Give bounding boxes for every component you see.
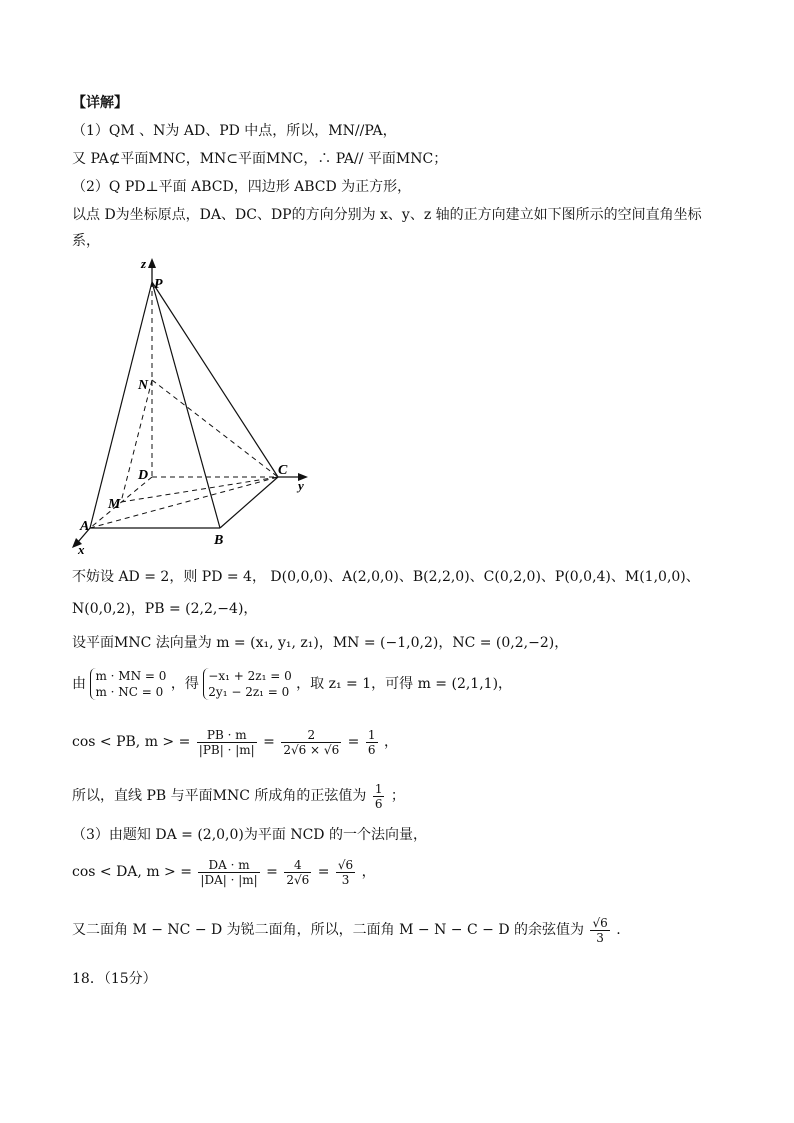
frac-numerator: 1 xyxy=(367,727,376,742)
line-coordinate-setup: 以点 D为坐标原点，DA、DC、DP的方向分别为 x、y、z 轴的正方向建立如下图所示的空间直角坐标 xyxy=(72,207,702,223)
frac-numerator: DA · m xyxy=(198,858,259,873)
line-normal-vector-setup: 设平面MNC 法向量为 m = (x₁, y₁, z₁)，MN = (−1,0,2)，NC = (0,2,−2)， xyxy=(72,635,569,651)
system-eq3: −x₁ + 2z₁ = 0 xyxy=(208,669,292,683)
frac-denominator: 2√6 × √6 xyxy=(283,742,340,757)
label-M: M xyxy=(108,497,121,512)
label-C: C xyxy=(278,463,288,478)
frac-numerator: 2 xyxy=(281,728,341,743)
line-part3-normal: （3）由题知 DA = (2,0,0)为平面 NCD 的一个法向量， xyxy=(72,827,427,843)
label-N: N xyxy=(138,378,149,393)
frac-result xyxy=(336,858,355,887)
system-eq4: 2y₁ − 2z₁ = 0 xyxy=(208,685,290,699)
frac-numerator: PB · m xyxy=(197,728,257,743)
sine-text: 所以，直线 PB 与平面MNC 所成角的正弦值为 xyxy=(72,788,367,804)
solve-mid: ，得 xyxy=(170,676,199,692)
frac-dot-over-norms xyxy=(197,728,257,757)
label-A: A xyxy=(80,519,90,534)
line-end: . xyxy=(616,922,621,938)
section-header: 【详解】 xyxy=(72,95,128,111)
frac-sine-value xyxy=(373,782,385,811)
line-part2-premise: （2）Q PD⊥平面 ABCD，四边形 ABCD 为正方形， xyxy=(72,179,412,195)
cos-DA-label: cos < DA, m > = xyxy=(72,864,192,880)
solve-prefix: 由 xyxy=(72,676,86,692)
frac-denominator: |DA| · |m| xyxy=(200,872,258,887)
next-question-number: 18．（15分） xyxy=(72,971,157,987)
line-sine-result xyxy=(72,778,405,814)
line-assume-lengths: 不妨设 AD = 2，则 PD = 4， D(0,0,0)、A(2,0,0)、B(2,2,0)、C(0,2,0)、P(0,0,4)、M(1,0,0)、 xyxy=(72,569,700,585)
edge-DA xyxy=(90,477,152,528)
frac-numerator: 1 xyxy=(374,781,383,796)
line-end: ； xyxy=(390,788,405,804)
system-eq2: m · NC = 0 xyxy=(95,685,164,699)
line-point-N-vector-PB: N(0,0,2)，PB = (2,2,−4)， xyxy=(72,601,258,617)
system-coordinates xyxy=(203,668,291,700)
z-axis-arrow xyxy=(148,258,156,268)
frac-dot-over-norms xyxy=(198,858,259,887)
line-cos-PB-m xyxy=(72,722,398,762)
frac-numeric xyxy=(281,728,341,757)
frac-denominator: 3 xyxy=(596,930,604,945)
label-x: x xyxy=(78,542,85,557)
cos-PB-label: cos < PB, m > = xyxy=(72,734,191,750)
frac-cosine-value xyxy=(590,916,609,945)
system-eq1: m · MN = 0 xyxy=(95,669,167,683)
edge-NM xyxy=(121,380,152,502)
label-y: y xyxy=(298,478,304,493)
edge-NC xyxy=(152,380,278,477)
equals-sign: = xyxy=(263,734,275,750)
line-cos-DA-m xyxy=(72,852,376,892)
frac-denominator: 6 xyxy=(367,742,376,757)
frac-numerator: √6 xyxy=(592,915,608,930)
frac-numeric xyxy=(284,858,311,887)
frac-denominator: 6 xyxy=(374,796,383,811)
line-dihedral-result xyxy=(72,912,621,948)
frac-denominator: |PB| · |m| xyxy=(198,742,255,757)
line-coordinate-setup-cont: 系， xyxy=(72,233,100,249)
label-B: B xyxy=(214,533,224,548)
frac-numerator: √6 xyxy=(337,857,354,872)
dihedral-text: 又二面角 M − NC − D 为锐二面角，所以，二面角 M − N − C − D 的余弦值为 xyxy=(72,922,584,938)
label-D: D xyxy=(138,468,149,483)
equals-sign: = xyxy=(266,864,278,880)
line-end: ， xyxy=(361,864,376,880)
edge-PC xyxy=(152,282,278,477)
system-dot-products xyxy=(90,668,166,700)
line-solve-system xyxy=(72,666,512,702)
edge-PA xyxy=(90,282,152,528)
line-part1-midpoints: （1）QM 、N为 AD、PD 中点，所以，MN//PA， xyxy=(72,123,397,139)
label-P: P xyxy=(154,277,163,292)
solve-result: ，取 z₁ = 1，可得 m = (2,1,1)， xyxy=(296,676,513,692)
frac-numerator: 4 xyxy=(284,858,311,873)
frac-denominator: 3 xyxy=(341,872,350,887)
line-part1-parallel: 又 PA⊄平面MNC，MN⊂平面MNC，∴ PA// 平面MNC； xyxy=(72,151,448,167)
equals-sign: = xyxy=(317,864,330,880)
equals-sign: = xyxy=(347,734,360,750)
pyramid-figure xyxy=(68,252,318,557)
frac-result xyxy=(366,728,378,757)
edge-PB xyxy=(152,282,220,528)
label-z: z xyxy=(141,256,147,271)
line-end: ， xyxy=(383,734,398,750)
frac-denominator: 2√6 xyxy=(286,872,310,887)
